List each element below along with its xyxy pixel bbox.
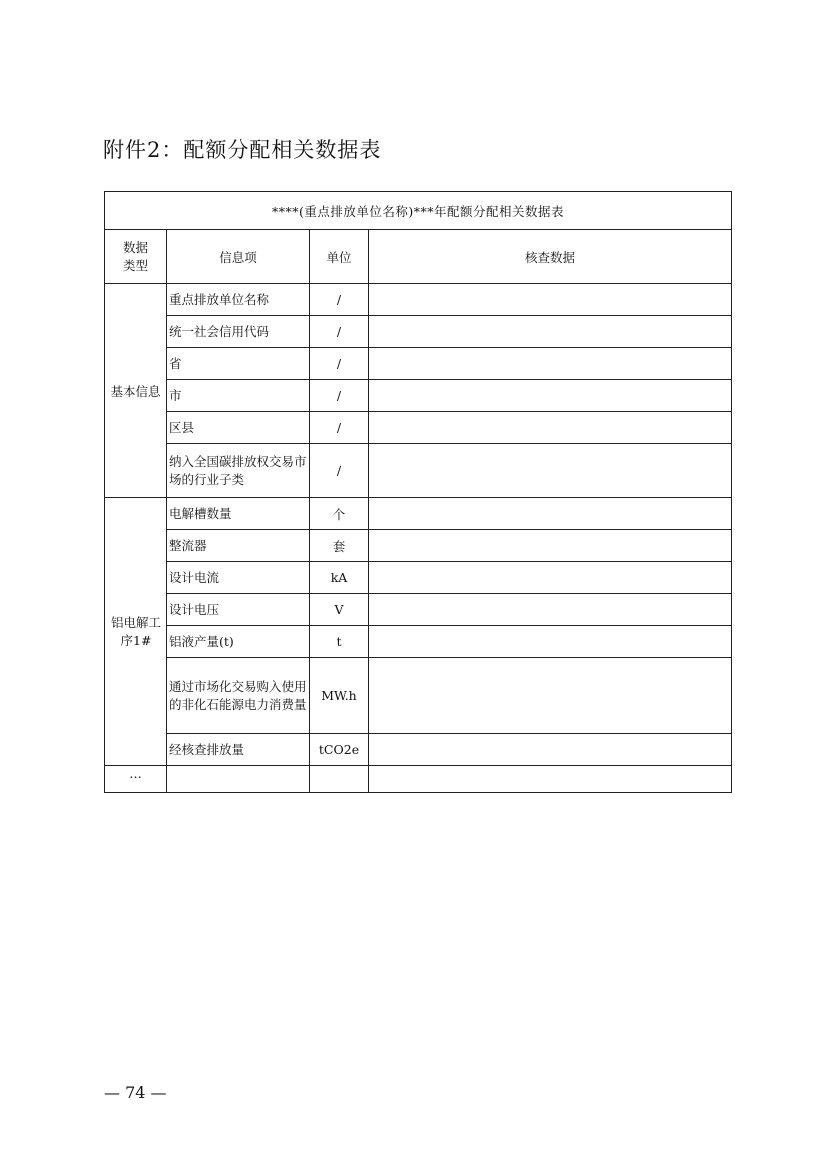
verified-data-cell[interactable] [369,562,732,594]
verified-data-cell[interactable] [369,348,732,380]
table-header-row [105,230,732,284]
table-row [105,530,732,562]
header-data-type: 数据类型 [105,230,167,284]
page-heading: 附件2：配额分配相关数据表 [103,138,382,162]
header-info-item: 信息项 [167,230,310,284]
table-row [105,380,732,412]
table-row [105,594,732,626]
allocation-data-table [104,191,732,793]
info-item-cell: 设计电压 [167,594,310,626]
verified-data-cell[interactable] [369,316,732,348]
verified-data-cell[interactable] [369,444,732,498]
info-item-cell: 省 [167,348,310,380]
group-label-aluminium-electrolysis: 铝电解工序1# [105,498,167,766]
unit-cell[interactable] [310,766,369,793]
verified-data-cell[interactable] [369,594,732,626]
unit-cell: / [310,316,369,348]
info-item-cell: 重点排放单位名称 [167,284,310,316]
table-row [105,498,732,530]
verified-data-cell[interactable] [369,380,732,412]
unit-cell: / [310,284,369,316]
table-row [105,412,732,444]
unit-cell: / [310,348,369,380]
info-item-cell: 铝液产量(t) [167,626,310,658]
info-item-cell: 电解槽数量 [167,498,310,530]
table-row [105,658,732,734]
info-item-cell: 统一社会信用代码 [167,316,310,348]
unit-cell: 套 [310,530,369,562]
verified-data-cell[interactable] [369,626,732,658]
info-item-cell: 设计电流 [167,562,310,594]
table-caption: ****(重点排放单位名称)***年配额分配相关数据表 [105,192,732,230]
unit-cell: MW.h [310,658,369,734]
info-item-cell: 市 [167,380,310,412]
unit-cell: t [310,626,369,658]
verified-data-cell[interactable] [369,530,732,562]
table-row [105,444,732,498]
verified-data-cell[interactable] [369,766,732,793]
info-item-cell: 纳入全国碳排放权交易市场的行业子类 [167,444,310,498]
table-row [105,734,732,766]
unit-cell: / [310,412,369,444]
info-item-cell: 通过市场化交易购入使用的非化石能源电力消费量 [167,658,310,734]
page-number: — 74 — [104,1083,167,1102]
table-row [105,284,732,316]
verified-data-cell[interactable] [369,412,732,444]
unit-cell: V [310,594,369,626]
unit-cell: 个 [310,498,369,530]
unit-cell: tCO2e [310,734,369,766]
table-row [105,626,732,658]
group-label-basic-info: 基本信息 [105,284,167,498]
table-caption-row [105,192,732,230]
verified-data-cell[interactable] [369,284,732,316]
header-unit: 单位 [310,230,369,284]
info-item-cell[interactable] [167,766,310,793]
table-row-ellipsis [105,766,732,793]
verified-data-cell[interactable] [369,658,732,734]
verified-data-cell[interactable] [369,498,732,530]
table-row [105,316,732,348]
unit-cell: / [310,380,369,412]
table-row [105,348,732,380]
ellipsis-cell: … [105,766,167,793]
info-item-cell: 区县 [167,412,310,444]
table-row [105,562,732,594]
info-item-cell: 经核查排放量 [167,734,310,766]
unit-cell: / [310,444,369,498]
verified-data-cell[interactable] [369,734,732,766]
info-item-cell: 整流器 [167,530,310,562]
header-verified-data: 核查数据 [369,230,732,284]
unit-cell: kA [310,562,369,594]
